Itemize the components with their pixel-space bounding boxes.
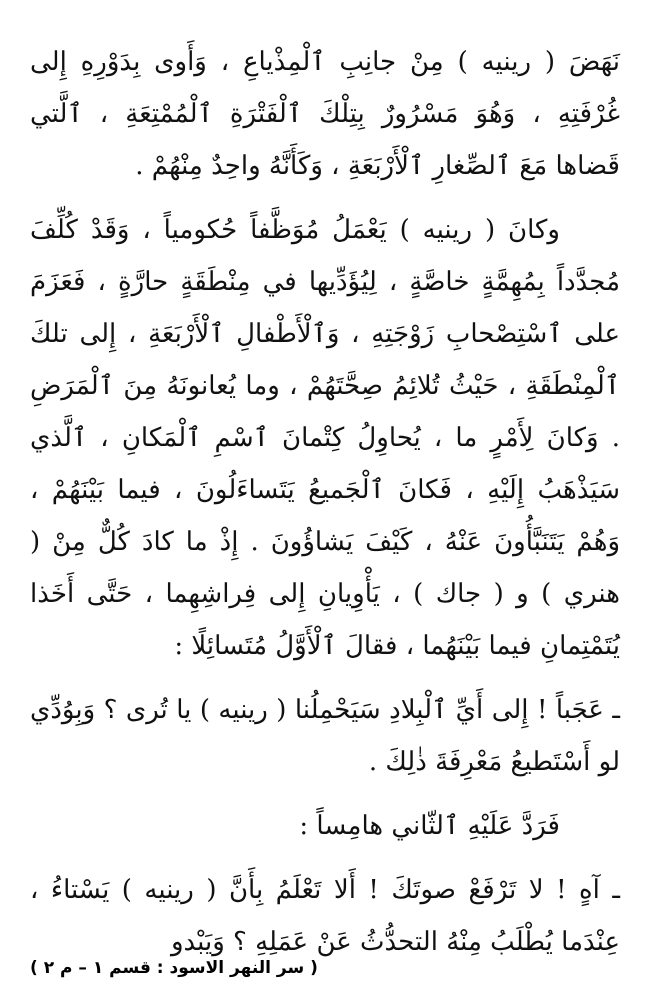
page-footer: ( سر النهر الاسود : قسم ١ – م ٢ ): [30, 958, 318, 978]
paragraph-2: وكانَ ( رينيه ) يَعْمَلُ مُوَظَّفاً حُكومياً ، وَقَدْ كُلِّفَ مُجدَّداً بِمُهِمَّةٍ خاصَّةٍ ، لِيُؤَدِّيها في مِنْطَقَةٍ حارَّةٍ ، فَعَزَمَ على ٱسْتِصْحابِ زَوْجَتِهِ ، وَٱلْأَطْفالِ ٱلْأَرْبَعَةِ ، إِلى تلكَ ٱلْمِنْطَقَةِ ، حَيْثُ تُلائِمُ صِحَّتَهُمْ ، وما يُعانونَهُ مِنَ ٱلْمَرَضِ . وَكانَ لِأَمْرٍ ما ، يُحاوِلُ كِتْمانَ ٱسْمِ ٱلْمَكانِ ، ٱلَّذي سَيَذْهَبُ إِلَيْهِ ، فَكانَ ٱلْجَميعُ يَتَساءَلُونَ ، فيما بَيْنَهُمْ ، وَهُمْ يَتَنَبَّأُونَ عَنْهُ ، كَيْفَ يَشاؤُونَ . إِذْ ما كادَ كُلٌّ مِنْ ( هنري ) و ( جاك ) ، يَأْوِيانِ إِلى فِراشِهِما ، حَتَّى أَخَذا يُتَمْتِمانِ فيما بَيْنَهُما ، فقالَ ٱلْأَوَّلُ مُتَسائِلًا :: [30, 215, 620, 661]
paragraph-1: نَهَضَ ( رينيه ) مِنْ جانِبِ ٱلْمِذْياعِ ، وَأَوى بِدَوْرِهِ إِلى غُرْفَتِهِ ، وَهُوَ مَسْرُورٌ بِتِلْكَ ٱلْفَتْرَةِ ٱلْمُمْتِعَةِ ، ٱلَّتي قَضاها مَعَ ٱلصِّغارِ ٱلْأَرْبَعَةِ ، وَكَأَنَّهُ واحِدٌ مِنْهُمْ .: [30, 47, 620, 181]
paragraph-5: ـ آهٍ ! لا تَرْفَعْ صوتَكَ ! أَلا تَعْلَمُ بِأَنَّ ( رينيه ) يَسْتاءُ ، عِنْدَما يُطْلَبُ مِنْهُ التحدُّثُ عَنْ عَمَلِهِ ؟ وَيَبْدو: [30, 875, 620, 957]
paragraph-4: فَرَدَّ عَلَيْهِ ٱلثّاني هامِساً :: [299, 811, 560, 841]
book-page: [30, 36, 620, 1000]
paragraph-3: ـ عَجَباً ! إِلى أَيِّ ٱلْبِلادِ سَيَحْمِلُنا ( رينيه ) يا تُرى ؟ وَبِوُدِّي لو أَسْتَطيعُ مَعْرِفَةَ ذٰلِكَ .: [30, 695, 620, 777]
